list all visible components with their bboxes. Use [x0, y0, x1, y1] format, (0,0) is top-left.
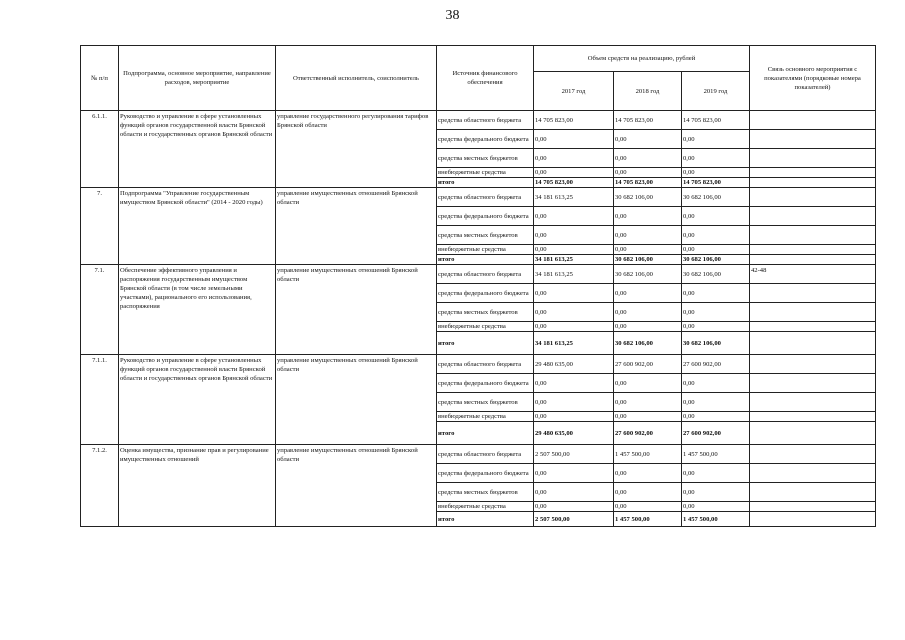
- amount-cell: 14 705 823,00: [682, 178, 750, 188]
- amount-cell: 0,00: [534, 374, 614, 393]
- indicator-link: [750, 130, 876, 149]
- amount-cell: 0,00: [614, 412, 682, 422]
- funding-source: средства областного бюджета: [437, 111, 534, 130]
- amount-cell: 0,00: [614, 207, 682, 226]
- page-number: 38: [445, 8, 460, 23]
- amount-cell: 1 457 500,00: [682, 445, 750, 464]
- header-source: Источник финансового обеспечения: [437, 46, 534, 111]
- program-name: Оценка имущества, признание прав и регулирование имущественных отношений: [119, 445, 276, 527]
- header-link: Связь основного мероприятия с показателями (порядковые номера показателей): [750, 46, 876, 111]
- amount-cell: 27 600 902,00: [682, 355, 750, 374]
- funding-source: внебюджетные средства: [437, 502, 534, 512]
- budget-table: [80, 45, 876, 527]
- funding-source: средства областного бюджета: [437, 265, 534, 284]
- amount-cell: 0,00: [682, 149, 750, 168]
- table-row: [81, 355, 876, 374]
- executor-name: управление имущественных отношений Брянской области: [276, 265, 437, 355]
- funding-source: средства местных бюджетов: [437, 303, 534, 322]
- amount-cell: 0,00: [682, 464, 750, 483]
- table-row: [81, 111, 876, 130]
- funding-source: средства местных бюджетов: [437, 226, 534, 245]
- amount-cell: 29 480 635,00: [534, 422, 614, 445]
- amount-cell: 14 705 823,00: [682, 111, 750, 130]
- amount-cell: 30 682 106,00: [682, 332, 750, 355]
- amount-cell: 0,00: [682, 322, 750, 332]
- amount-cell: 34 181 613,25: [534, 255, 614, 265]
- amount-cell: 0,00: [682, 245, 750, 255]
- total-label: итого: [437, 255, 534, 265]
- amount-cell: 0,00: [682, 130, 750, 149]
- indicator-link: [750, 483, 876, 502]
- indicator-link: [750, 178, 876, 188]
- amount-cell: 34 181 613,25: [534, 188, 614, 207]
- amount-cell: 0,00: [614, 130, 682, 149]
- header-year-2017: 2017 год: [534, 72, 614, 111]
- amount-cell: 30 682 106,00: [614, 265, 682, 284]
- amount-cell: 14 705 823,00: [534, 178, 614, 188]
- amount-cell: 34 181 613,25: [534, 265, 614, 284]
- amount-cell: 0,00: [534, 245, 614, 255]
- table-row: [81, 445, 876, 464]
- amount-cell: 27 600 902,00: [614, 422, 682, 445]
- header-year-2018: 2018 год: [614, 72, 682, 111]
- indicator-link: [750, 255, 876, 265]
- amount-cell: 0,00: [534, 284, 614, 303]
- funding-source: внебюджетные средства: [437, 168, 534, 178]
- indicator-link: [750, 464, 876, 483]
- amount-cell: 0,00: [614, 149, 682, 168]
- indicator-link: [750, 512, 876, 527]
- funding-source: внебюджетные средства: [437, 322, 534, 332]
- indicator-link: [750, 303, 876, 322]
- indicator-link: [750, 226, 876, 245]
- funding-source: средства федерального бюджета: [437, 374, 534, 393]
- executor-name: управление имущественных отношений Брянской области: [276, 445, 437, 527]
- amount-cell: 1 457 500,00: [614, 445, 682, 464]
- indicator-link: [750, 207, 876, 226]
- funding-source: средства федерального бюджета: [437, 284, 534, 303]
- amount-cell: 0,00: [614, 284, 682, 303]
- amount-cell: 30 682 106,00: [682, 265, 750, 284]
- total-label: итого: [437, 512, 534, 527]
- amount-cell: 30 682 106,00: [614, 332, 682, 355]
- header-num: № п/п: [81, 46, 119, 111]
- executor-name: управление имущественных отношений Брянской области: [276, 188, 437, 265]
- indicator-link: [750, 502, 876, 512]
- indicator-link: [750, 355, 876, 374]
- indicator-link: [750, 445, 876, 464]
- amount-cell: 0,00: [682, 303, 750, 322]
- program-name: Обеспечение эффективного управления и распоряжения государственным имуществом Брянской области (в том числе земельными участками), рационального его использования, распоряжения: [119, 265, 276, 355]
- indicator-link: [750, 393, 876, 412]
- amount-cell: 0,00: [614, 226, 682, 245]
- amount-cell: 0,00: [682, 168, 750, 178]
- amount-cell: 27 600 902,00: [614, 355, 682, 374]
- row-number: 7.1.2.: [81, 445, 119, 527]
- amount-cell: 14 705 823,00: [614, 178, 682, 188]
- amount-cell: 0,00: [682, 374, 750, 393]
- indicator-link: 42-48: [750, 265, 876, 284]
- amount-cell: 0,00: [534, 502, 614, 512]
- amount-cell: 0,00: [534, 149, 614, 168]
- amount-cell: 0,00: [534, 483, 614, 502]
- header-executor: Ответственный исполнитель, соисполнитель: [276, 46, 437, 111]
- program-name: Подпрограмма "Управление государственным имуществом Брянской области" (2014 - 2020 годы): [119, 188, 276, 265]
- row-number: 7.: [81, 188, 119, 265]
- indicator-link: [750, 188, 876, 207]
- amount-cell: 30 682 106,00: [682, 188, 750, 207]
- amount-cell: 0,00: [534, 226, 614, 245]
- funding-source: внебюджетные средства: [437, 412, 534, 422]
- funding-source: средства местных бюджетов: [437, 149, 534, 168]
- amount-cell: 0,00: [682, 502, 750, 512]
- program-name: Руководство и управление в сфере установленных функций органов государственной власти Брянской области и государственных органов Брянской области: [119, 355, 276, 445]
- amount-cell: 2 507 500,00: [534, 445, 614, 464]
- indicator-link: [750, 332, 876, 355]
- funding-source: средства федерального бюджета: [437, 464, 534, 483]
- header-program: Подпрограмма, основное мероприятие, направление расходов, мероприятие: [119, 46, 276, 111]
- amount-cell: 1 457 500,00: [682, 512, 750, 527]
- amount-cell: 34 181 613,25: [534, 332, 614, 355]
- total-label: итого: [437, 178, 534, 188]
- amount-cell: 0,00: [534, 168, 614, 178]
- amount-cell: 0,00: [614, 245, 682, 255]
- funding-source: средства областного бюджета: [437, 355, 534, 374]
- funding-source: средства местных бюджетов: [437, 483, 534, 502]
- amount-cell: 29 480 635,00: [534, 355, 614, 374]
- amount-cell: 0,00: [682, 284, 750, 303]
- amount-cell: 30 682 106,00: [614, 255, 682, 265]
- table-row: [81, 188, 876, 207]
- total-label: итого: [437, 422, 534, 445]
- funding-source: средства областного бюджета: [437, 445, 534, 464]
- amount-cell: 30 682 106,00: [682, 255, 750, 265]
- row-number: 7.1.: [81, 265, 119, 355]
- funding-source: внебюджетные средства: [437, 245, 534, 255]
- executor-name: управление государственного регулирования тарифов Брянской области: [276, 111, 437, 188]
- header-volume: Объем средств на реализацию, рублей: [534, 46, 750, 72]
- table-body: [81, 111, 876, 527]
- total-label: итого: [437, 332, 534, 355]
- indicator-link: [750, 245, 876, 255]
- amount-cell: 0,00: [534, 412, 614, 422]
- amount-cell: 0,00: [614, 374, 682, 393]
- amount-cell: 0,00: [614, 502, 682, 512]
- table-row: [81, 265, 876, 284]
- amount-cell: 14 705 823,00: [534, 111, 614, 130]
- amount-cell: 0,00: [682, 483, 750, 502]
- amount-cell: 0,00: [534, 464, 614, 483]
- indicator-link: [750, 168, 876, 178]
- amount-cell: 0,00: [614, 393, 682, 412]
- amount-cell: 0,00: [614, 303, 682, 322]
- indicator-link: [750, 284, 876, 303]
- funding-source: средства федерального бюджета: [437, 207, 534, 226]
- amount-cell: 0,00: [682, 412, 750, 422]
- amount-cell: 1 457 500,00: [614, 512, 682, 527]
- funding-source: средства местных бюджетов: [437, 393, 534, 412]
- amount-cell: 0,00: [534, 303, 614, 322]
- row-number: 7.1.1.: [81, 355, 119, 445]
- indicator-link: [750, 422, 876, 445]
- program-name: Руководство и управление в сфере установленных функций органов государственной власти Брянской области и государственных органов Брянской области: [119, 111, 276, 188]
- amount-cell: 14 705 823,00: [614, 111, 682, 130]
- amount-cell: 0,00: [534, 322, 614, 332]
- amount-cell: 30 682 106,00: [614, 188, 682, 207]
- indicator-link: [750, 111, 876, 130]
- amount-cell: 0,00: [614, 168, 682, 178]
- executor-name: управление имущественных отношений Брянской области: [276, 355, 437, 445]
- indicator-link: [750, 374, 876, 393]
- amount-cell: 0,00: [534, 393, 614, 412]
- header-year-2019: 2019 год: [682, 72, 750, 111]
- row-number: 6.1.1.: [81, 111, 119, 188]
- funding-source: средства федерального бюджета: [437, 130, 534, 149]
- amount-cell: 0,00: [682, 207, 750, 226]
- amount-cell: 0,00: [614, 464, 682, 483]
- amount-cell: 0,00: [614, 483, 682, 502]
- indicator-link: [750, 412, 876, 422]
- amount-cell: 27 600 902,00: [682, 422, 750, 445]
- indicator-link: [750, 149, 876, 168]
- amount-cell: 0,00: [682, 226, 750, 245]
- amount-cell: 0,00: [534, 207, 614, 226]
- funding-source: средства областного бюджета: [437, 188, 534, 207]
- amount-cell: 0,00: [682, 393, 750, 412]
- amount-cell: 0,00: [614, 322, 682, 332]
- amount-cell: 0,00: [534, 130, 614, 149]
- indicator-link: [750, 322, 876, 332]
- amount-cell: 2 507 500,00: [534, 512, 614, 527]
